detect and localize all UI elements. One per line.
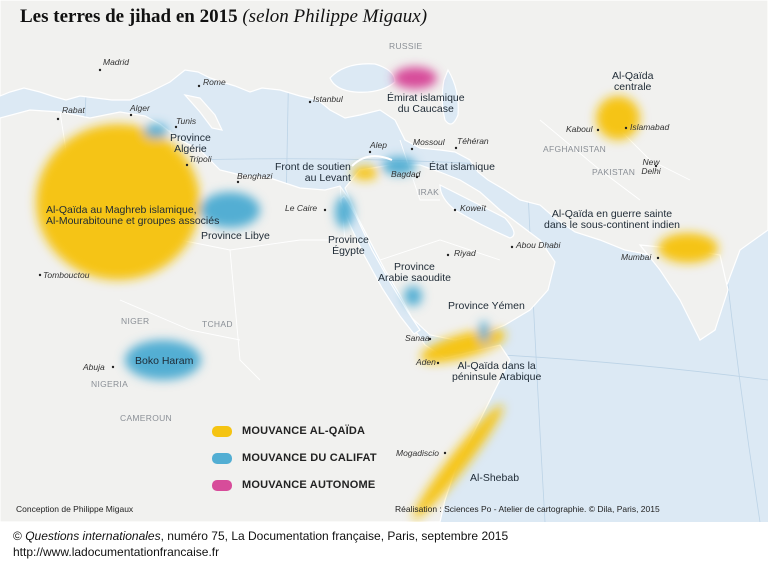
city-le-caire: Le Caire bbox=[285, 203, 318, 213]
legend-swatch-autonome bbox=[212, 480, 232, 491]
city-madrid: Madrid bbox=[103, 57, 129, 67]
zone-aq-centrale bbox=[596, 96, 640, 140]
city-new-delhi: New Delhi bbox=[641, 157, 661, 176]
city-rome: Rome bbox=[203, 77, 226, 87]
map-title bbox=[20, 6, 427, 28]
point-alger bbox=[130, 114, 132, 116]
title-subtitle: (selon Philippe Migaux) bbox=[242, 6, 428, 27]
city-istanbul: Istanbul bbox=[313, 94, 343, 104]
label-province-egypte: Province Égypte bbox=[328, 234, 369, 258]
zone-front-levant bbox=[352, 166, 378, 180]
point-mossoul bbox=[411, 148, 413, 150]
city-tombouctou: Tombouctou bbox=[43, 270, 90, 280]
zone-emirat-caucase bbox=[393, 67, 437, 89]
point-rome bbox=[198, 85, 200, 87]
point-tunis bbox=[175, 126, 177, 128]
point-aden bbox=[437, 362, 439, 364]
city-riyad: Riyad bbox=[454, 248, 476, 258]
country-nigeria: NIGERIA bbox=[91, 379, 129, 389]
country-irak: IRAK bbox=[418, 187, 440, 197]
footer-rest: , numéro 75, La Documentation française, Paris, septembre 2015 bbox=[160, 529, 509, 543]
label-emirat-caucase: Émirat islamique du Caucase bbox=[387, 92, 465, 116]
point-riyad bbox=[447, 254, 449, 256]
city-sanaa: Sanaa bbox=[405, 333, 430, 343]
point-teheran bbox=[455, 147, 457, 149]
label-etat-islamique: État islamique bbox=[429, 161, 495, 173]
zone-province-yemen bbox=[479, 321, 489, 343]
city-alger: Alger bbox=[130, 103, 150, 113]
label-province-yemen: Province Yémen bbox=[448, 300, 525, 312]
legend-swatch-al-qaida bbox=[212, 426, 232, 437]
city-mogadiscio: Mogadiscio bbox=[396, 448, 439, 458]
point-madrid bbox=[99, 69, 101, 71]
label-boko-haram: Boko Haram bbox=[135, 355, 194, 367]
city-islamabad: Islamabad bbox=[630, 122, 670, 132]
footer-publication: Questions internationales bbox=[25, 529, 161, 543]
point-le-caire bbox=[324, 209, 326, 211]
credit-conception: Conception de Philippe Migaux bbox=[16, 504, 134, 514]
country-niger: NIGER bbox=[121, 316, 150, 326]
point-benghazi bbox=[237, 181, 239, 183]
label-province-arabie: Province Arabie saoudite bbox=[378, 261, 451, 285]
country-tchad: TCHAD bbox=[202, 319, 233, 329]
zone-aq-indien bbox=[658, 233, 718, 263]
city-teheran: Téhéran bbox=[457, 136, 489, 146]
legend-label-al-qaida: MOUVANCE AL-QAÏDA bbox=[242, 425, 366, 437]
label-aqmi: Al-Qaïda au Maghreb islamique, Al-Mourabitoune et groupes associés bbox=[46, 204, 220, 228]
city-tunis: Tunis bbox=[176, 116, 197, 126]
point-rabat bbox=[57, 118, 59, 120]
label-aq-centrale: Al-Qaïda centrale bbox=[612, 70, 654, 94]
point-tripoli bbox=[186, 164, 188, 166]
country-afghanistan: AFGHANISTAN bbox=[543, 144, 607, 154]
city-mossoul: Mossoul bbox=[413, 137, 445, 147]
country-cameroun: CAMEROUN bbox=[120, 413, 172, 423]
zone-province-arabie bbox=[404, 286, 422, 306]
city-abuja: Abuja bbox=[83, 362, 105, 372]
city-koweit: Koweït bbox=[460, 203, 486, 213]
point-tombouctou bbox=[39, 274, 41, 276]
legend-item-autonome bbox=[212, 479, 375, 491]
credit-realisation: Réalisation : Sciences Po - Atelier de cartographie. © Dila, Paris, 2015 bbox=[395, 504, 660, 514]
city-alep: Alep bbox=[370, 140, 388, 150]
point-islamabad bbox=[625, 127, 627, 129]
city-rabat: Rabat bbox=[62, 105, 85, 115]
point-abuja bbox=[112, 366, 114, 368]
city-aden: Aden bbox=[416, 357, 436, 367]
point-koweit bbox=[454, 209, 456, 211]
legend-item-al-qaida bbox=[212, 425, 365, 437]
point-mogadiscio bbox=[444, 452, 446, 454]
label-province-algerie: Province Algérie bbox=[170, 132, 211, 156]
label-al-shebab: Al-Shebab bbox=[470, 472, 520, 484]
point-istanbul bbox=[309, 101, 311, 103]
city-mumbai: Mumbai bbox=[621, 252, 652, 262]
legend-label-autonome: MOUVANCE AUTONOME bbox=[242, 479, 376, 491]
city-kaboul: Kaboul bbox=[566, 124, 593, 134]
point-kaboul bbox=[597, 129, 599, 131]
point-mumbai bbox=[657, 257, 659, 259]
title-main: Les terres de jihad en 2015 bbox=[20, 6, 238, 27]
zone-province-egypte bbox=[335, 196, 353, 228]
legend-item-califat bbox=[212, 452, 377, 464]
label-front-levant: Front de soutien au Levant bbox=[275, 161, 351, 185]
point-abou-dhabi bbox=[511, 246, 513, 248]
legend-label-califat: MOUVANCE DU CALIFAT bbox=[242, 452, 377, 464]
country-pakistan: PAKISTAN bbox=[592, 167, 636, 177]
city-bagdad: Bagdad bbox=[391, 169, 421, 179]
label-aq-indien: Al-Qaïda en guerre sainte dans le sous-continent indien bbox=[544, 208, 681, 232]
point-alep bbox=[369, 151, 371, 153]
label-province-libye: Province Libye bbox=[201, 230, 270, 242]
city-tripoli: Tripoli bbox=[189, 154, 212, 164]
city-abou-dhabi: Abou Dhabi bbox=[516, 240, 561, 250]
zone-province-algerie bbox=[144, 124, 168, 138]
footer-citation bbox=[13, 529, 508, 543]
city-benghazi: Benghazi bbox=[237, 171, 273, 181]
country-russie: RUSSIE bbox=[389, 41, 423, 51]
footer-copyright: © bbox=[13, 529, 22, 543]
footer-url[interactable]: http://www.ladocumentationfrancaise.fr bbox=[13, 545, 220, 559]
label-aqpa: Al-Qaïda dans la péninsule Arabique bbox=[452, 360, 542, 384]
legend-swatch-califat bbox=[212, 453, 232, 464]
